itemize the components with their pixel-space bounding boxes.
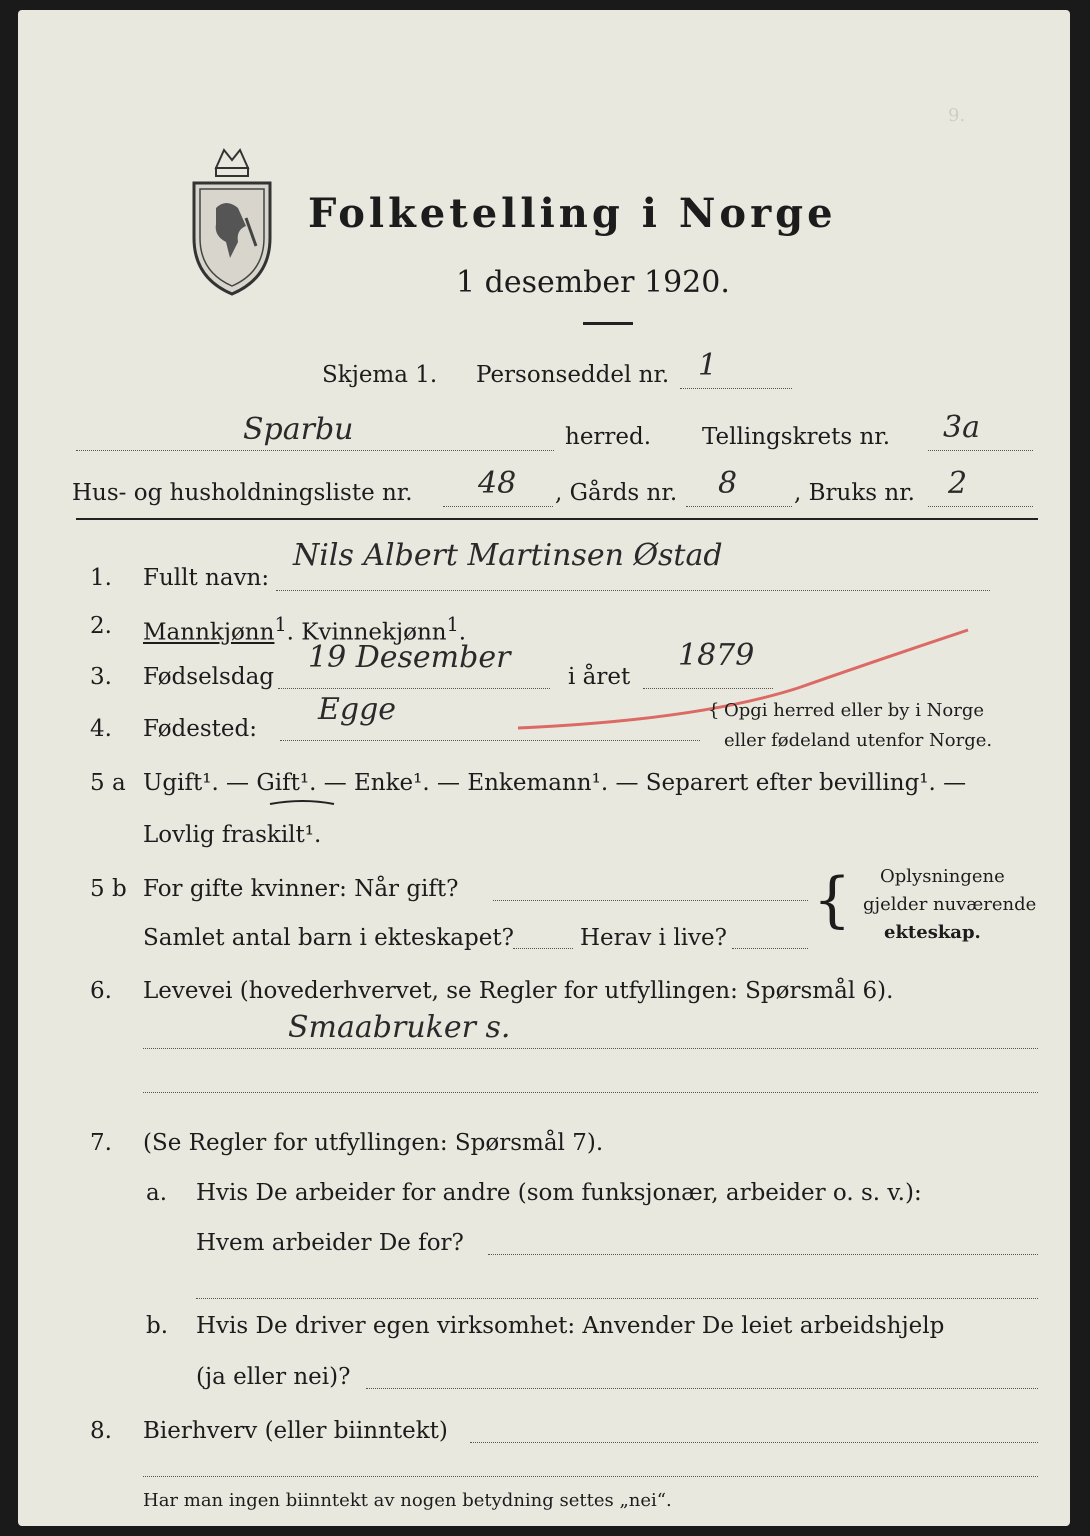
tellingskrets-line [928, 450, 1033, 451]
q5b-line-1 [493, 900, 808, 901]
q4-note-brace: { [708, 700, 720, 721]
tellingskrets-value: 3a [943, 410, 980, 445]
title-divider [583, 322, 633, 325]
q5b-number: 5 b [90, 876, 127, 902]
q5b-note-2: gjelder nuværende [863, 894, 1037, 915]
section-divider [76, 518, 1038, 520]
q5b-brace: { [813, 865, 852, 935]
q5a-options-2: Lovlig fraskilt¹. [143, 822, 322, 848]
q1-label: Fullt navn: [143, 565, 270, 591]
herred-label: herred. [565, 424, 652, 450]
herred-value: Sparbu [243, 412, 354, 447]
q4-note-1: Opgi herred eller by i Norge [724, 700, 985, 721]
q7b-label: Hvis De driver egen virksomhet: Anvender De leiet arbeidshjelp [196, 1313, 945, 1339]
coat-of-arms-icon [186, 138, 278, 298]
q3-year-label: i året [568, 664, 631, 690]
bruks-label: , Bruks nr. [794, 480, 915, 506]
q7-label: (Se Regler for utfyllingen: Spørsmål 7). [143, 1130, 604, 1156]
q1-number: 1. [90, 565, 112, 591]
q8-label: Bierhverv (eller biinntekt) [143, 1418, 448, 1444]
q7-number: 7. [90, 1130, 112, 1156]
q5a-number: 5 a [90, 770, 126, 796]
q4-label: Fødested: [143, 716, 258, 742]
q8-number: 8. [90, 1418, 112, 1444]
hus-value: 48 [478, 466, 517, 501]
gards-value: 8 [718, 466, 738, 501]
q8-line-1 [470, 1442, 1038, 1443]
schema-label: Skjema 1. [322, 362, 438, 388]
personseddel-line [680, 388, 792, 389]
q5b-line-3 [732, 948, 808, 949]
q6-value: Smaabruker s. [288, 1010, 511, 1045]
personseddel-value: 1 [698, 348, 718, 383]
q6-label: Levevei (hovederhvervet, se Regler for utfyllingen: Spørsmål 6). [143, 978, 894, 1004]
q5b-note-1: Oplysningene [880, 866, 1005, 887]
q3-label: Fødselsdag [143, 664, 275, 690]
q1-value: Nils Albert Martinsen Østad [293, 538, 723, 573]
q5b-label-2: Samlet antal barn i ekteskapet? [143, 925, 514, 951]
q4-note-2: eller fødeland utenfor Norge. [724, 730, 993, 751]
bleed-text: 9. [948, 105, 966, 126]
gards-line [686, 506, 792, 507]
q2-label: Mannkjønn$^1$. Kvinnekjønn$^1$. [143, 613, 467, 646]
q2-male-option: Mannkjønn [143, 619, 275, 646]
q6-line-1 [143, 1048, 1038, 1049]
footer-note: Har man ingen biinntekt av nogen betydning settes „nei“. [143, 1490, 672, 1511]
q5b-note-3: ekteskap. [884, 922, 981, 943]
q4-line [280, 740, 700, 741]
q4-number: 4. [90, 716, 112, 742]
q7b-number: b. [146, 1313, 169, 1339]
personseddel-label: Personseddel nr. [476, 362, 670, 388]
q2-number: 2. [90, 613, 112, 639]
gift-underline-mark [268, 796, 338, 808]
gards-label: , Gårds nr. [555, 480, 678, 506]
herred-line [76, 450, 554, 451]
tellingskrets-label: Tellingskrets nr. [702, 424, 891, 450]
form-title: Folketelling i Norge [308, 190, 837, 237]
q7b-line [366, 1388, 1038, 1389]
bruks-value: 2 [948, 466, 968, 501]
q7a-label: Hvis De arbeider for andre (som funksjonær, arbeider o. s. v.): [196, 1180, 922, 1206]
q6-number: 6. [90, 978, 112, 1004]
q3-number: 3. [90, 664, 112, 690]
census-date: 1 desember 1920. [456, 265, 730, 300]
q7b-label-2: (ja eller nei)? [196, 1364, 351, 1390]
hus-label: Hus- og husholdningsliste nr. [72, 480, 413, 506]
q8-line-2 [143, 1476, 1038, 1477]
q5b-line-2 [513, 948, 573, 949]
q4-value: Egge [318, 692, 397, 727]
bruks-line [928, 506, 1033, 507]
q3-year: 1879 [678, 638, 755, 673]
q7a-line-2 [196, 1298, 1038, 1299]
q7a-label-2: Hvem arbeider De for? [196, 1230, 464, 1256]
q1-line [276, 590, 990, 591]
q6-line-2 [143, 1092, 1038, 1093]
q3-value: 19 Desember [308, 640, 511, 675]
hus-line [443, 506, 553, 507]
q5b-label-3: Herav i live? [580, 925, 727, 951]
q7a-line-1 [488, 1254, 1038, 1255]
q5b-label-1: For gifte kvinner: Når gift? [143, 876, 459, 902]
census-form [18, 10, 1070, 1526]
q5a-options: Ugift¹. — Gift¹. — Enke¹. — Enkemann¹. — Separert efter bevilling¹. — [143, 770, 967, 796]
q7a-number: a. [146, 1180, 168, 1206]
